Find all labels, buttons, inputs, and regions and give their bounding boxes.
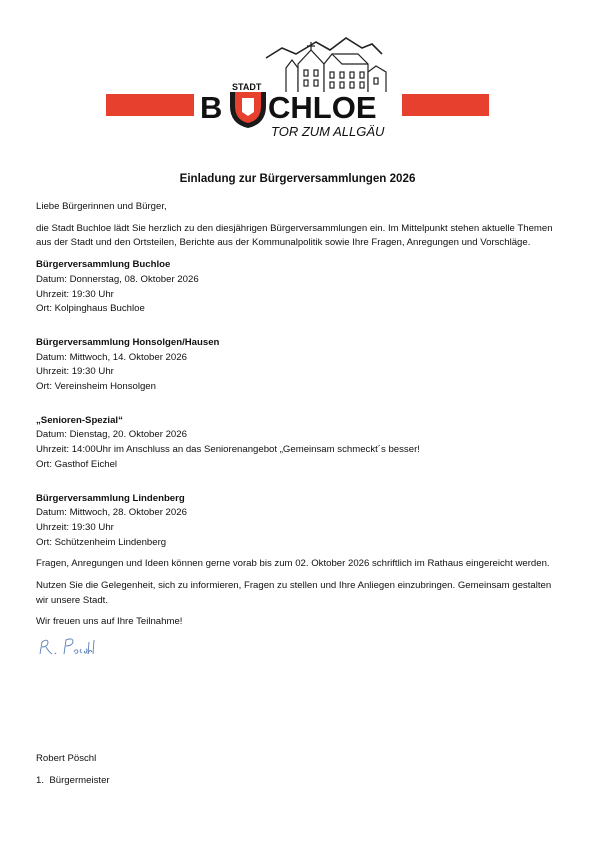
event-place: Ort: Kolpinghaus Buchloe: [36, 303, 145, 315]
red-bar-right: [402, 94, 489, 116]
event-block: [36, 492, 556, 551]
questions-paragraph: Fragen, Anregungen und Ideen können gerne vorab bis zum 02. Oktober 2026 schriftlich im Rathaus eingereicht werden.: [36, 558, 550, 570]
event-place: Ort: Gasthof Eichel: [36, 458, 118, 470]
intro-paragraph: die Stadt Buchloe lädt Sie herzlich zu den diesjährigen Bürgerversammlungen ein. Im Mittelpunkt stehen aktuelle Themen aus der Stadt und den Ortsteilen, Berichte aus der Kommunalpolitik sowie Ihre Fragen, Anregungen und Vorschläge.: [36, 222, 553, 249]
event-time: Uhrzeit: 19:30 Uhr: [36, 366, 114, 378]
city-crest-icon: [230, 92, 266, 128]
signer-block: [36, 752, 110, 788]
document-title: Einladung zur Bürgerversammlungen 2026: [179, 172, 416, 185]
event-date: Datum: Mittwoch, 28. Oktober 2026: [36, 507, 187, 519]
signer-name: Robert Pöschl: [36, 753, 97, 764]
handwritten-signature: [36, 634, 106, 658]
event-place: Ort: Schützenheim Lindenberg: [36, 536, 167, 548]
logo-name-rest: CHLOE: [268, 90, 377, 125]
invitation-paragraph: Nutzen Sie die Gelegenheit, sich zu informieren, Fragen zu stellen und Ihre Anliegen einzubringen. Gemeinsam gestalten wir unsere Stadt.: [36, 580, 552, 606]
event-time: Uhrzeit: 14:00Uhr im Anschluss an das Seniorenangebot „Gemeinsam schmeckt´s besser!: [36, 444, 420, 456]
event-block: [36, 258, 556, 317]
event-block: [36, 336, 556, 395]
event-time: Uhrzeit: 19:30 Uhr: [36, 288, 114, 300]
signer-role-number: 1.: [36, 774, 45, 786]
closing-line: Wir freuen uns auf Ihre Teilnahme!: [36, 616, 183, 628]
event-heading: Bürgerversammlung Buchloe: [36, 259, 171, 271]
logo-letter-b: B: [200, 90, 223, 125]
logo-tagline: TOR ZUM ALLGÄU: [271, 124, 385, 139]
town-buildings: [286, 42, 386, 92]
city-logo: [106, 32, 489, 142]
buchloe-logo-graphic: [106, 32, 489, 142]
event-time: Uhrzeit: 19:30 Uhr: [36, 521, 114, 533]
signer-role: Bürgermeister: [49, 774, 110, 786]
event-heading: Bürgerversammlung Honsolgen/Hausen: [36, 336, 220, 348]
event-heading: „Senioren-Spezial“: [36, 414, 123, 426]
event-place: Ort: Vereinsheim Honsolgen: [36, 381, 156, 393]
signer-role-line: [36, 774, 110, 789]
event-block: [36, 414, 556, 473]
event-date: Datum: Mittwoch, 14. Oktober 2026: [36, 351, 187, 363]
logo-stadt-text: STADT: [232, 82, 262, 92]
event-date: Datum: Dienstag, 20. Oktober 2026: [36, 429, 187, 441]
red-bar-left: [106, 94, 194, 116]
greeting: Liebe Bürgerinnen und Bürger,: [36, 201, 167, 212]
letter-body: [36, 200, 556, 658]
event-date: Datum: Donnerstag, 08. Oktober 2026: [36, 273, 199, 285]
mountain-outline: [266, 38, 382, 58]
event-heading: Bürgerversammlung Lindenberg: [36, 492, 185, 504]
